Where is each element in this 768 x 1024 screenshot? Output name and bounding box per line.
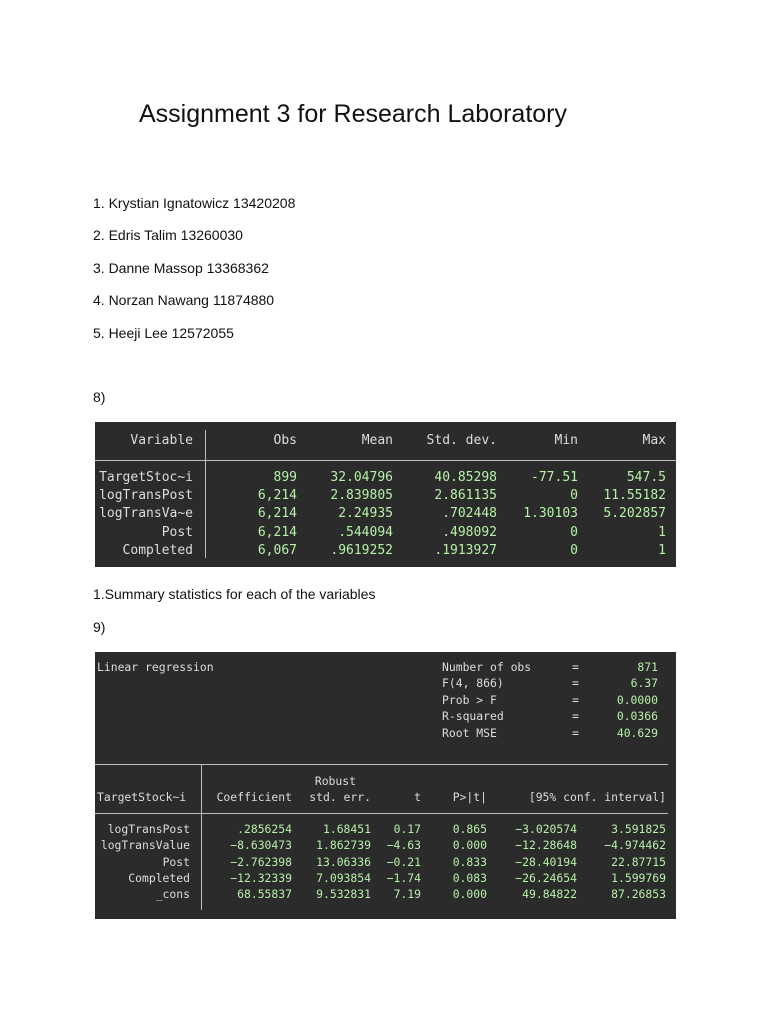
question-9-label: 9): [93, 619, 106, 635]
summary-cell: .9619252: [330, 542, 393, 558]
summary-cell: -77.51: [531, 470, 578, 485]
regression-stat-value: 40.629: [616, 725, 658, 740]
regression-header-se: std. err.: [309, 790, 371, 804]
regression-top-rule: [95, 764, 668, 765]
member-item: 1. Krystian Ignatowicz 13420208: [93, 195, 296, 211]
summary-cell: 40.85298: [434, 470, 497, 485]
regression-stat-label: Root MSE: [442, 725, 497, 740]
summary-cell: 547.5: [626, 470, 666, 485]
summary-cell: .702448: [442, 506, 497, 522]
summary-cell: 1: [658, 542, 666, 558]
summary-header-mean: Mean: [361, 433, 393, 448]
summary-caption: 1.Summary statistics for each of the variables: [93, 586, 376, 602]
summary-header-sd: Std. dev.: [426, 433, 497, 448]
regression-cell: 22.87715: [611, 854, 666, 869]
regression-cell: 0.000: [452, 838, 487, 853]
summary-header-max: Max: [642, 433, 666, 448]
summary-row-variable: logTransVa~e: [99, 506, 193, 522]
regression-cell: 0.865: [452, 822, 487, 836]
regression-row-variable: _cons: [155, 887, 190, 902]
summary-cell: 5.202857: [603, 506, 666, 522]
regression-dependent-variable: TargetStock~i: [97, 790, 187, 804]
regression-cell: −4.63: [386, 838, 421, 853]
regression-cell: 1.862739: [316, 838, 371, 853]
summary-cell: 1: [658, 524, 666, 540]
regression-output: [95, 652, 676, 919]
regression-cell: 9.532831: [316, 887, 371, 902]
regression-cell: −26.24654: [515, 870, 577, 885]
summary-header-variable: Variable: [130, 433, 193, 448]
regression-row-variable: Completed: [128, 870, 190, 885]
regression-cell: 68.55837: [237, 887, 292, 902]
regression-row-variable: Post: [162, 854, 190, 869]
regression-stat-equals: =: [572, 692, 579, 707]
summary-cell: 2.24935: [338, 506, 393, 522]
summary-cell: 899: [273, 470, 297, 485]
document-title: Assignment 3 for Research Laboratory: [139, 100, 567, 128]
regression-cell: 7.19: [393, 887, 421, 902]
regression-stat-value: 871: [637, 660, 658, 674]
regression-cell: −0.21: [386, 854, 421, 869]
regression-header-coefficient: Coefficient: [216, 790, 292, 804]
regression-cell: 0.000: [452, 887, 487, 902]
regression-header-robust: Robust: [314, 774, 356, 788]
member-item: 4. Norzan Nawang 11874880: [93, 292, 275, 309]
regression-cell: 49.84822: [522, 887, 577, 902]
regression-stat-label: Number of obs: [442, 660, 532, 674]
regression-stat-equals: =: [572, 725, 579, 740]
regression-cell: .2856254: [237, 822, 292, 836]
member-list: [93, 194, 295, 356]
summary-cell: 11.55182: [603, 488, 666, 504]
regression-header-p: P>|t|: [452, 790, 487, 804]
regression-stat-equals: =: [572, 660, 579, 674]
regression-cell: −12.28648: [515, 838, 577, 853]
regression-stat-equals: =: [572, 676, 579, 691]
regression-cell: −2.762398: [230, 854, 292, 869]
regression-cell: 0.17: [393, 822, 421, 836]
regression-cell: 3.591825: [611, 822, 666, 836]
regression-cell: −3.020574: [515, 822, 577, 836]
summary-row-variable: Completed: [122, 542, 193, 558]
regression-header-ci: [95% conf. interval]: [528, 790, 666, 804]
summary-cell: 0: [570, 488, 578, 504]
regression-cell: 1.599769: [611, 870, 666, 885]
regression-header-t: t: [414, 790, 421, 804]
regression-cell: 0.083: [452, 870, 487, 885]
regression-title: Linear regression: [97, 660, 214, 674]
summary-cell: 0: [570, 542, 578, 558]
regression-stat-value: 6.37: [630, 676, 658, 691]
summary-cell: 1.30103: [523, 506, 578, 522]
regression-stat-equals: =: [572, 709, 579, 724]
member-item: 2. Edris Talim 13260030: [93, 227, 243, 244]
regression-stat-value: 0.0366: [616, 709, 658, 724]
summary-header-rule: [95, 460, 676, 461]
regression-cell: −1.74: [386, 870, 421, 885]
regression-cell: 87.26853: [611, 887, 666, 902]
regression-cell: 1.68451: [322, 822, 371, 836]
regression-stat-label: F(4, 866): [442, 676, 504, 691]
summary-cell: 6,214: [257, 506, 297, 522]
regression-cell: −8.630473: [230, 838, 292, 853]
summary-cell: .498092: [442, 524, 497, 540]
summary-cell: 32.04796: [330, 470, 393, 485]
regression-stat-label: R-squared: [442, 709, 504, 724]
summary-cell: 6,067: [257, 542, 297, 558]
summary-row-variable: TargetStoc~i: [99, 470, 193, 485]
summary-cell: 6,214: [257, 488, 297, 504]
regression-row-variable: logTransPost: [107, 822, 190, 836]
member-item: 5. Heeji Lee 12572055: [93, 324, 234, 341]
summary-cell: 6,214: [257, 524, 297, 540]
summary-cell: 2.861135: [434, 488, 497, 504]
summary-header-obs: Obs: [273, 433, 297, 448]
question-8-label: 8): [93, 389, 106, 405]
regression-row-variable: logTransValue: [100, 838, 190, 853]
regression-cell: 13.06336: [316, 854, 371, 869]
summary-cell: 2.839805: [330, 488, 393, 504]
summary-row-variable: logTransPost: [99, 488, 193, 504]
summary-cell: 0: [570, 524, 578, 540]
regression-cell: −4.974462: [604, 838, 666, 853]
regression-stat-value: 0.0000: [616, 692, 658, 707]
regression-cell: −28.40194: [515, 854, 577, 869]
regression-stat-label: Prob > F: [442, 692, 497, 707]
member-item: 3. Danne Massop 13368362: [93, 259, 269, 276]
summary-statistics-output: [95, 422, 676, 567]
summary-header-min: Min: [554, 433, 578, 448]
summary-cell: .544094: [338, 524, 393, 540]
regression-cell: 0.833: [452, 854, 487, 869]
regression-cell: 7.093854: [316, 870, 371, 885]
summary-column-rule: [205, 430, 206, 558]
summary-row-variable: Post: [161, 524, 193, 540]
regression-cell: −12.32339: [230, 870, 292, 885]
regression-header-rule: [95, 813, 668, 814]
summary-cell: .1913927: [434, 542, 497, 558]
